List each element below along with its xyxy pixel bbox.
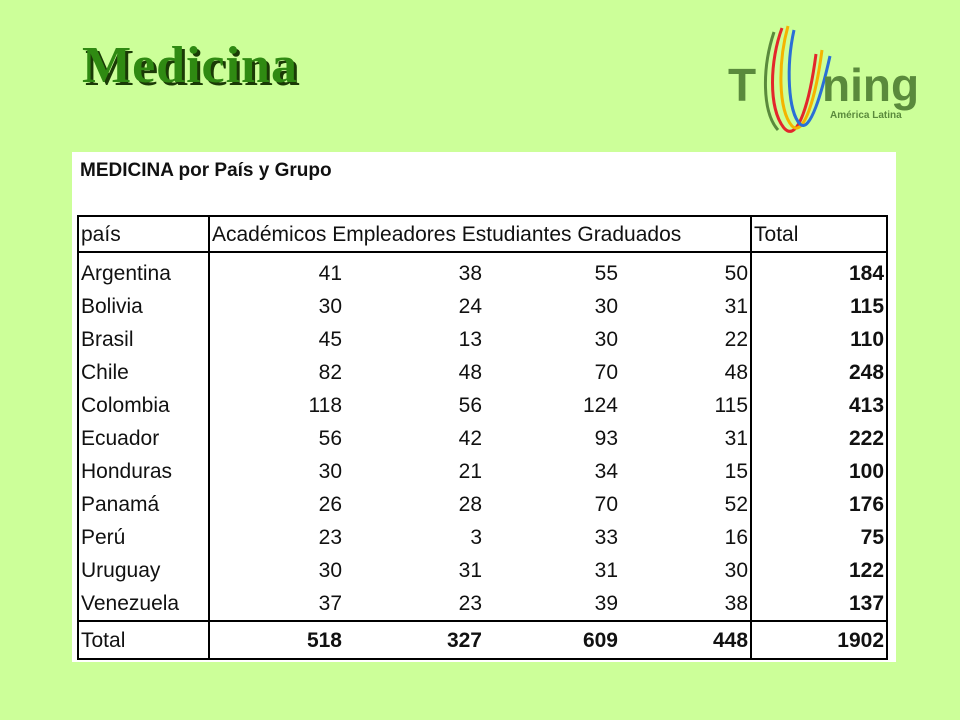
table-row [78, 389, 887, 422]
total-label: Total [78, 621, 209, 659]
header-country: país [78, 216, 209, 252]
total-empleadores: 327 [344, 621, 484, 659]
row-country: Panamá [78, 488, 209, 521]
cell-empleadores: 23 [458, 592, 482, 615]
cell-empleadores: 24 [458, 295, 482, 318]
cell-estudiantes: 33 [594, 526, 618, 549]
table-row [78, 252, 887, 290]
cell-academicos: 23 [209, 521, 344, 554]
logo-subtitle: América Latina [830, 110, 902, 121]
cell-total: 413 [751, 389, 887, 422]
cell-empleadores: 21 [458, 460, 482, 483]
cell-empleadores: 28 [458, 493, 482, 516]
cell-estudiantes: 93 [594, 427, 618, 450]
cell-estudiantes: 31 [594, 559, 618, 582]
table-row [78, 323, 887, 356]
total-academicos: 518 [209, 621, 344, 659]
cell-empleadores: 42 [458, 427, 482, 450]
table-row [78, 422, 887, 455]
cell-graduados: 52 [724, 493, 749, 516]
row-country: Colombia [78, 389, 209, 422]
cell-academicos: 37 [209, 587, 344, 621]
table-row [78, 356, 887, 389]
data-table [77, 215, 888, 660]
row-country: Chile [78, 356, 209, 389]
cell-estudiantes: 34 [594, 460, 618, 483]
header-total: Total [751, 216, 887, 252]
logo-letter-t: T [728, 59, 757, 111]
cell-total: 75 [751, 521, 887, 554]
cell-total: 248 [751, 356, 887, 389]
tuning-logo [728, 20, 928, 140]
cell-estudiantes: 70 [594, 361, 618, 384]
row-country: Bolivia [78, 290, 209, 323]
header-groups: Académicos Empleadores Estudiantes Graduados [209, 216, 751, 252]
cell-empleadores: 31 [458, 559, 482, 582]
cell-academicos: 118 [209, 389, 344, 422]
logo-word-ning: ning [822, 59, 920, 111]
cell-empleadores: 56 [458, 394, 482, 417]
cell-total: 100 [751, 455, 887, 488]
cell-total: 222 [751, 422, 887, 455]
cell-empleadores: 3 [470, 526, 482, 549]
row-country: Honduras [78, 455, 209, 488]
cell-total: 184 [751, 252, 887, 290]
cell-empleadores: 38 [458, 262, 482, 285]
row-country: Perú [78, 521, 209, 554]
cell-total: 137 [751, 587, 887, 621]
cell-academicos: 45 [209, 323, 344, 356]
cell-graduados: 22 [724, 328, 749, 351]
row-country: Venezuela [78, 587, 209, 621]
cell-estudiantes: 55 [594, 262, 618, 285]
total-grand: 1902 [751, 621, 887, 659]
cell-graduados: 50 [724, 262, 749, 285]
cell-estudiantes: 124 [582, 394, 618, 417]
row-country: Uruguay [78, 554, 209, 587]
table-header-row [78, 216, 887, 252]
table-row [78, 488, 887, 521]
cell-academicos: 30 [209, 290, 344, 323]
cell-academicos: 30 [209, 554, 344, 587]
table-row [78, 455, 887, 488]
cell-graduados: 38 [724, 592, 749, 615]
cell-total: 122 [751, 554, 887, 587]
row-country: Brasil [78, 323, 209, 356]
total-graduados: 448 [620, 621, 751, 659]
cell-graduados: 30 [724, 559, 749, 582]
cell-academicos: 82 [209, 356, 344, 389]
slide-title: Medicina [82, 37, 298, 94]
cell-academicos: 26 [209, 488, 344, 521]
cell-graduados: 15 [724, 460, 749, 483]
cell-total: 176 [751, 488, 887, 521]
cell-total: 115 [751, 290, 887, 323]
cell-estudiantes: 30 [594, 295, 618, 318]
row-country: Ecuador [78, 422, 209, 455]
table-row [78, 290, 887, 323]
table-row [78, 554, 887, 587]
cell-graduados: 31 [724, 295, 749, 318]
cell-graduados: 115 [714, 394, 749, 417]
table-title: MEDICINA por País y Grupo [80, 160, 332, 181]
cell-graduados: 48 [724, 361, 749, 384]
table-total-row [78, 621, 887, 659]
cell-academicos: 56 [209, 422, 344, 455]
table-panel [72, 152, 896, 662]
cell-estudiantes: 70 [594, 493, 618, 516]
cell-empleadores: 13 [458, 328, 482, 351]
cell-empleadores: 48 [458, 361, 482, 384]
row-country: Argentina [78, 252, 209, 290]
cell-graduados: 31 [724, 427, 749, 450]
cell-estudiantes: 39 [594, 592, 618, 615]
table-row [78, 521, 887, 554]
cell-academicos: 30 [209, 455, 344, 488]
cell-graduados: 16 [724, 526, 749, 549]
cell-estudiantes: 30 [594, 328, 618, 351]
table-row [78, 587, 887, 621]
total-estudiantes: 609 [484, 621, 620, 659]
cell-total: 110 [751, 323, 887, 356]
cell-academicos: 41 [209, 252, 344, 290]
